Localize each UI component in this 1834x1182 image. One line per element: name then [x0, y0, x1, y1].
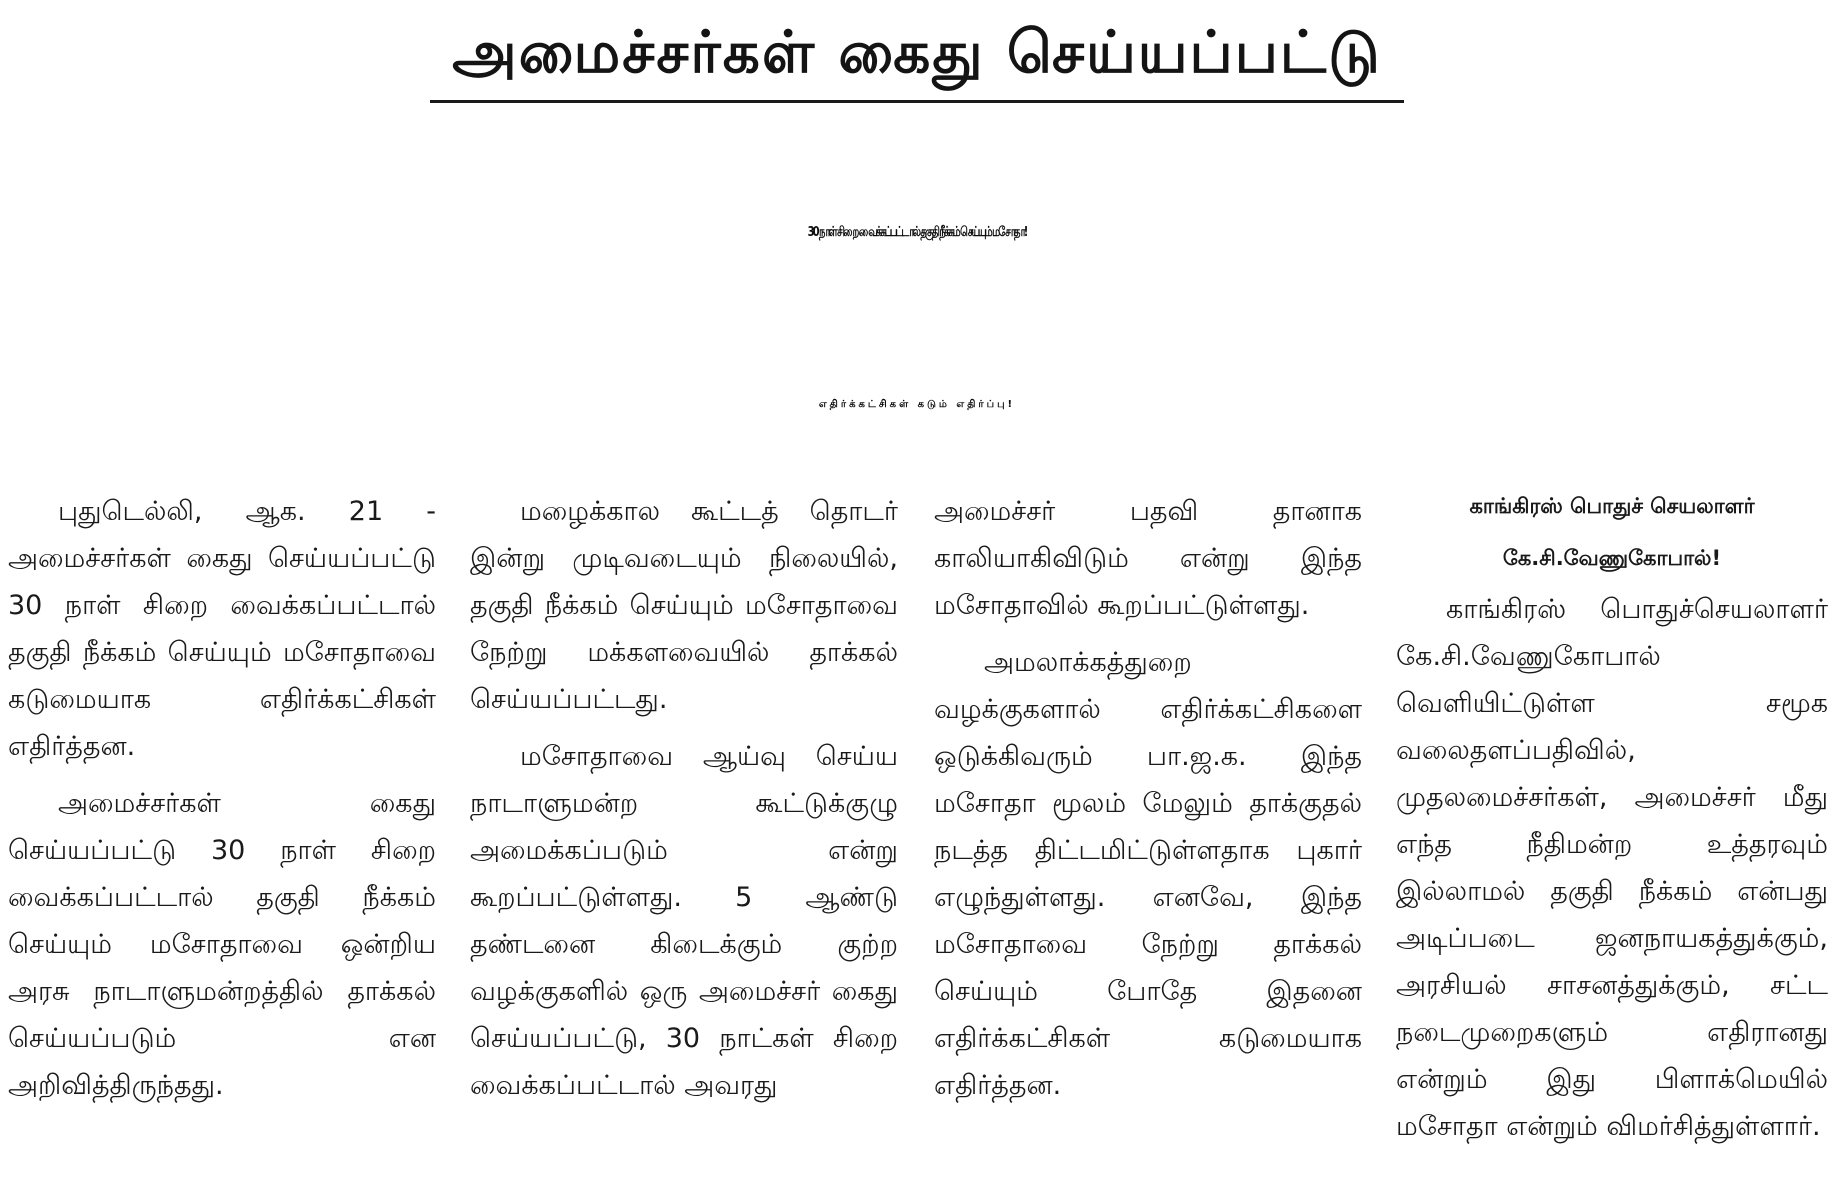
kicker-container: [0, 12, 1834, 103]
paragraph: மசோதாவை ஆய்வு செய்ய நாடாளுமன்ற கூட்டுக்குழு அமைக்கப்படும் என்று கூறப்பட்டுள்ளது. 5 ஆண்டு தண்டனை கிடைக்கும் குற்ற வழக்குகளில் ஒரு அமைச்சர் கைது செய்யப்பட்டு, 30 நாட்கள் சிறை வைக்கப்பட்டால் அவரது: [470, 741, 898, 1101]
subheadline: எதிர்க்கட்சிகள் கடும் எதிர்ப்பு!: [818, 399, 1016, 410]
paragraph: அமலாக்கத்துறை வழக்குகளால் எதிர்க்கட்சிகளை ஒடுக்கிவரும் பா.ஜ.க. இந்த மசோதா மூலம் மேலும் தாக்குதல் நடத்த திட்டமிட்டுள்ளதாக புகார் எழுந்துள்ளது. எனவே, இந்த மசோதாவை நேற்று தாக்கல் செய்யும் போதே இதனை எதிர்க்கட்சிகள் கடுமையாக எதிர்த்தன.: [934, 647, 1362, 1101]
byline-line-1: காங்கிரஸ் பொதுச் செயலாளர்: [1469, 494, 1755, 518]
article-column-2: [470, 488, 898, 1119]
article-column-1: [8, 488, 436, 1119]
headline: 30 நாள் சிறை வைக்கப்பட்டால் தகுதி நீக்கம் செய்யும் மசோதா!: [807, 225, 1027, 240]
article-column-4: [1396, 480, 1828, 1160]
article-column-3: [934, 488, 1362, 1119]
paragraph: மழைக்கால கூட்டத் தொடர் இன்று முடிவடையும் நிலையில், தகுதி நீக்கம் செய்யும் மசோதாவை நேற்று மக்களவையில் தாக்கல் செய்யப்பட்டது.: [470, 496, 898, 715]
paragraph: புதுடெல்லி, ஆக. 21 - அமைச்சர்கள் கைது செய்யப்பட்டு 30 நாள் சிறை வைக்கப்பட்டால் தகுதி நீக்கம் செய்யும் மசோதாவை கடுமையாக எதிர்க்கட்சிகள் எதிர்த்தன.: [8, 496, 436, 762]
paragraph: காங்கிரஸ் பொதுச்செயலாளர் கே.சி.வேணுகோபால் வெளியிட்டுள்ள சமூக வலைதளப்பதிவில், முதலமைச்சர்கள், அமைச்சர் மீது எந்த நீதிமன்ற உத்தரவும் இல்லாமல் தகுதி நீக்கம் என்பது அடிப்படை ஜனநாயகத்துக்கும், அரசியல் சாசனத்துக்கும், சட்ட நடைமுறைகளும் எதிரானது என்றும் இது பிளாக்மெயில் மசோதா என்றும் விமர்சித்துள்ளார்.: [1396, 594, 1828, 1142]
paragraph: அமைச்சர் பதவி தானாக காலியாகிவிடும் என்று இந்த மசோதாவில் கூறப்பட்டுள்ளது.: [934, 496, 1362, 621]
paragraph: அமைச்சர்கள் கைது செய்யப்பட்டு 30 நாள் சிறை வைக்கப்பட்டால் தகுதி நீக்கம் செய்யும் மசோதாவை ஒன்றிய அரசு நாடாளுமன்றத்தில் தாக்கல் செய்யப்படும் என அறிவித்திருந்தது.: [8, 788, 436, 1101]
kicker: அமைச்சர்கள் கைது செய்யப்பட்டு: [430, 12, 1404, 103]
byline-line-2: கே.சி.வேணுகோபால்!: [1502, 546, 1722, 570]
